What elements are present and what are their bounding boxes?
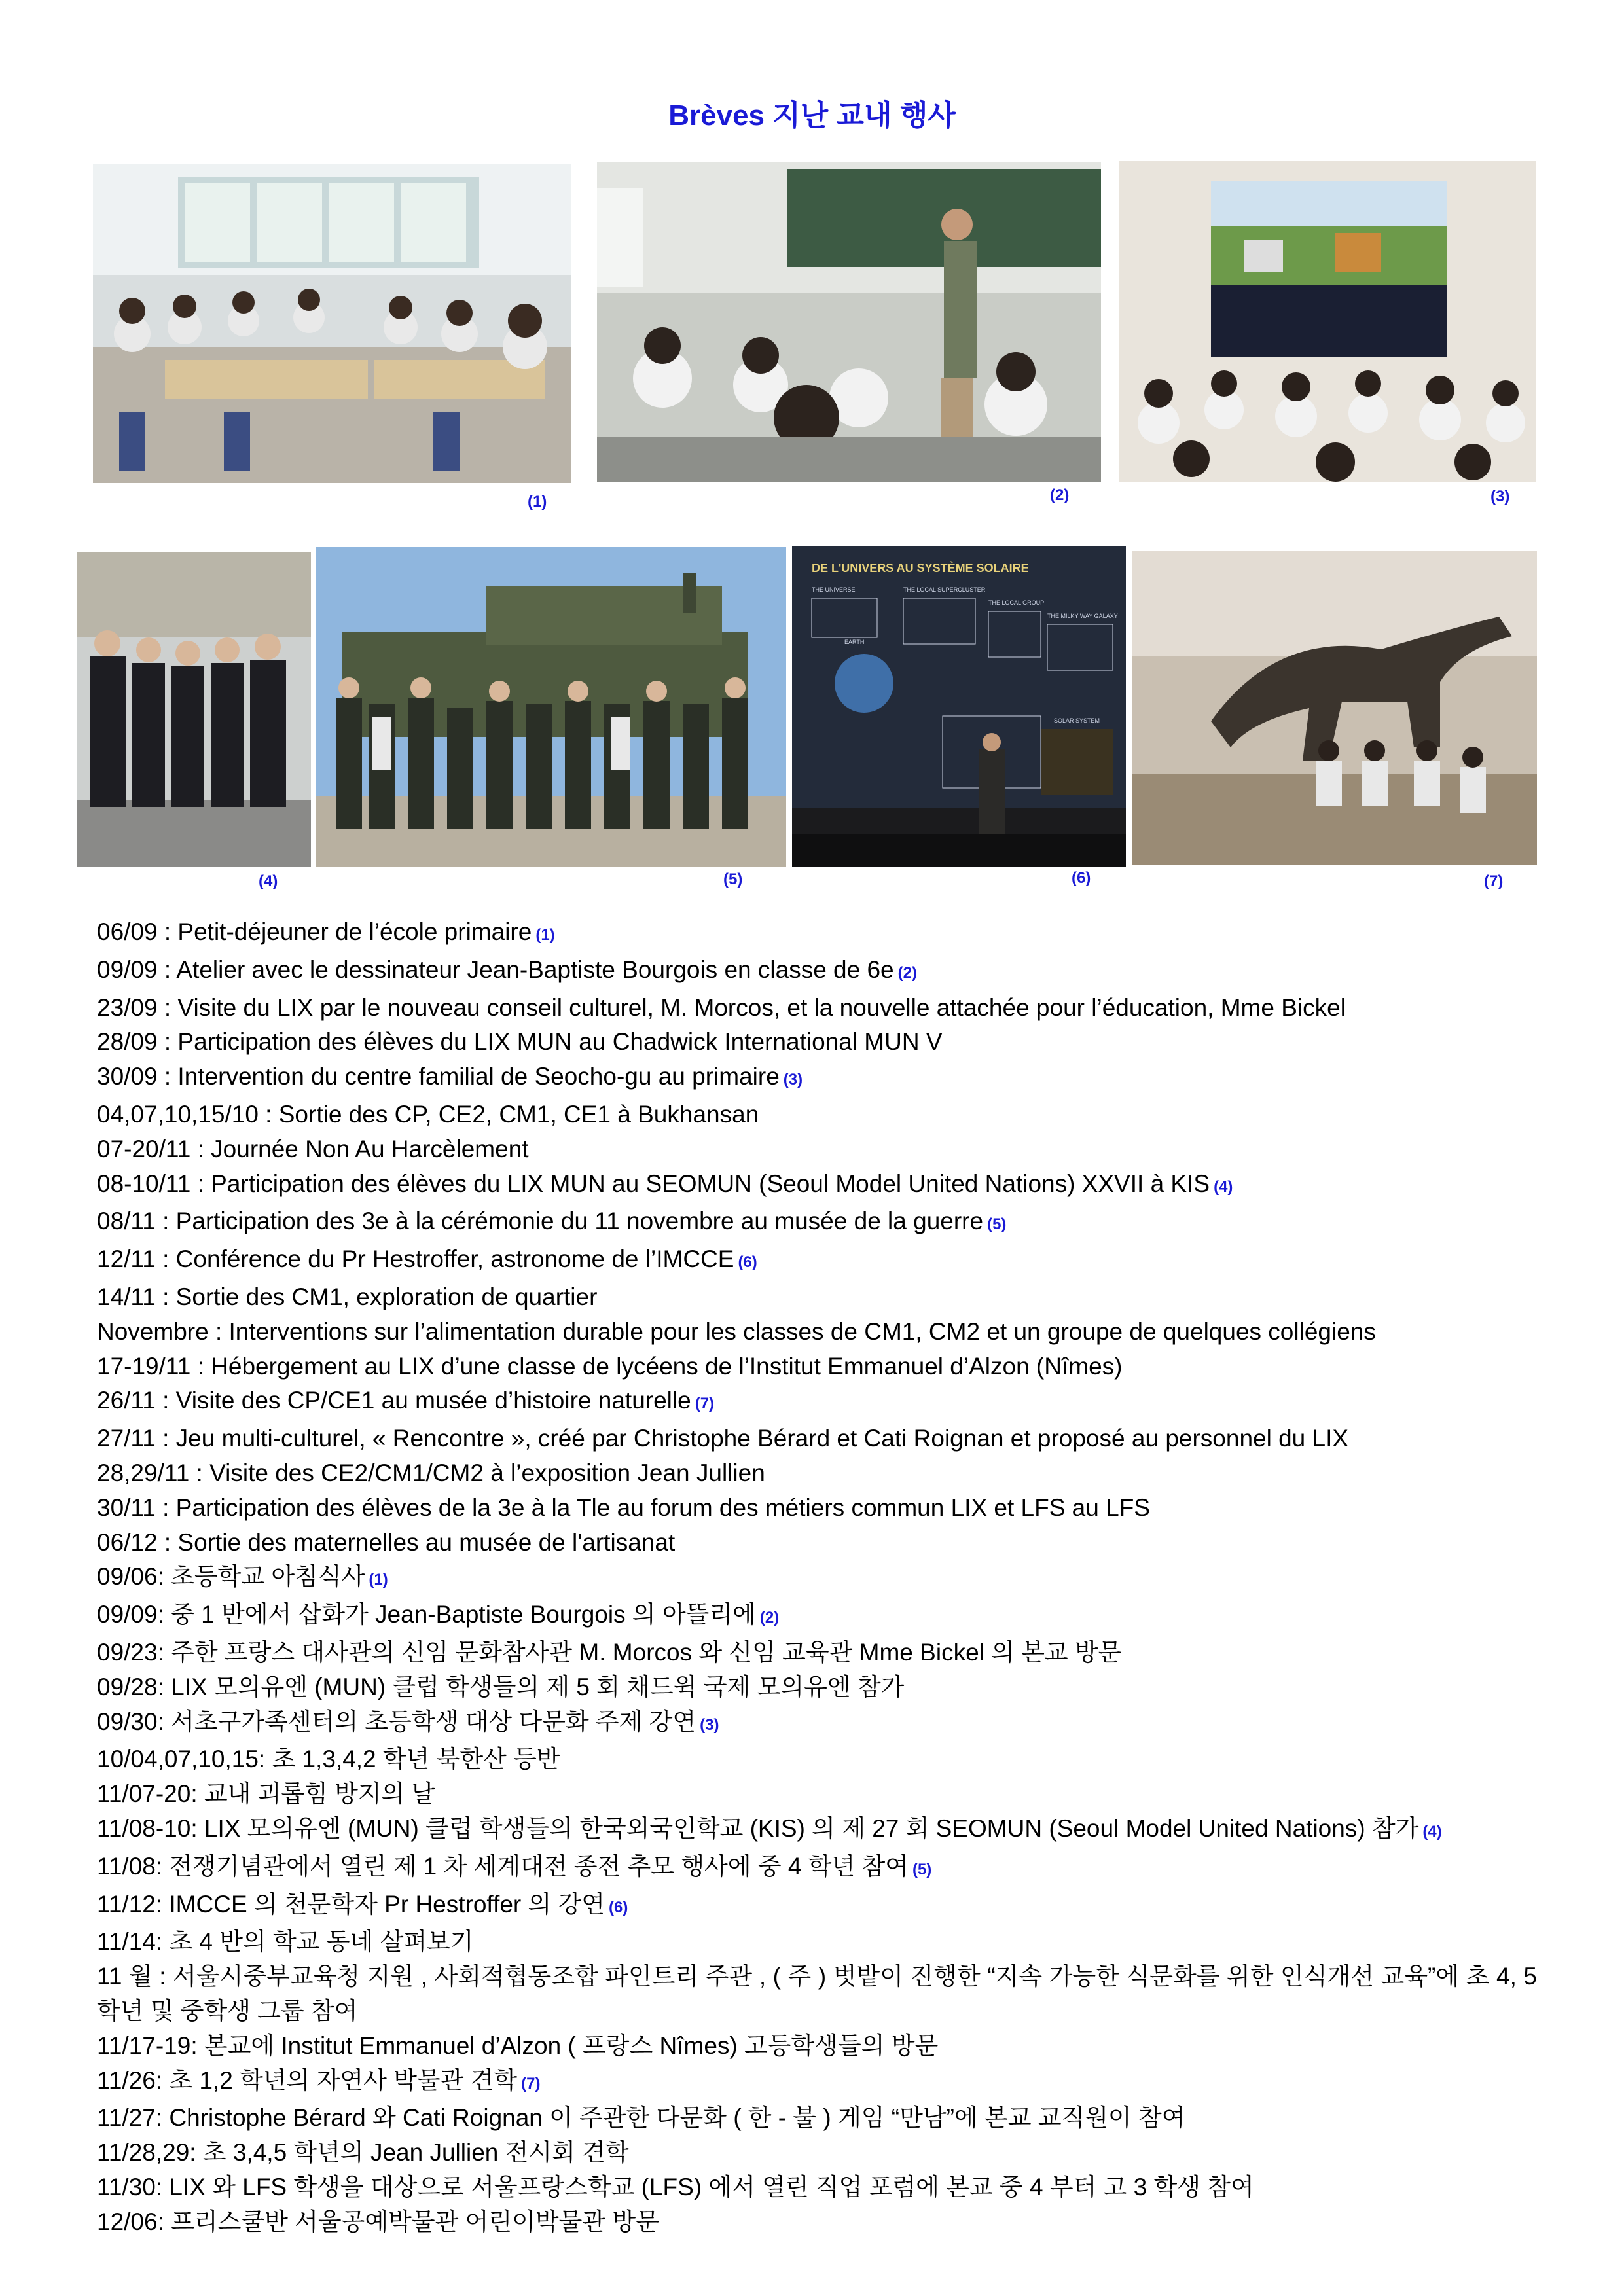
event-photo-ref: (6) bbox=[609, 1898, 628, 1916]
event-item bbox=[97, 2101, 1537, 2136]
event-item bbox=[97, 1812, 1537, 1850]
event-item bbox=[97, 1242, 1537, 1280]
event-item bbox=[97, 1167, 1537, 1205]
event-text: 12/06: 프리스쿨반 서울공예박물관 어린이박물관 방문 bbox=[97, 2208, 659, 2235]
event-text: 12/11 : Conférence du Pr Hestroffer, astronome de l’IMCCE bbox=[97, 1246, 734, 1273]
event-text: 09/09 : Atelier avec le dessinateur Jean-Baptiste Bourgois en classe de 6e bbox=[97, 956, 894, 983]
event-text: 10/04,07,10,15: 초 1,3,4,2 학년 북한산 등반 bbox=[97, 1746, 560, 1773]
event-text: 11/07-20: 교내 괴롭힘 방지의 날 bbox=[97, 1780, 435, 1808]
event-text: 27/11 : Jeu multi-culturel, « Rencontre », créé par Christophe Bérard et Cati Roignan et proposé au personnel du LIX bbox=[97, 1425, 1349, 1452]
slide-label: SOLAR SYSTEM bbox=[1054, 717, 1100, 724]
event-photo-ref: (1) bbox=[369, 1571, 388, 1589]
event-item bbox=[97, 915, 1537, 953]
photo-mun-group bbox=[77, 552, 311, 867]
event-item bbox=[97, 1456, 1537, 1491]
event-photo-ref: (5) bbox=[912, 1860, 932, 1878]
event-photo-ref: (1) bbox=[535, 926, 555, 944]
photo-natural-history bbox=[1132, 551, 1537, 865]
event-item bbox=[97, 1280, 1537, 1315]
event-item bbox=[97, 1742, 1537, 1777]
event-text: 11/08-10: LIX 모의유엔 (MUN) 클럽 학생들의 한국외국인학교 (KIS) 의 제 27 회 SEOMUN (Seoul Model United Nations) 참가 bbox=[97, 1814, 1419, 1842]
slide-label: THE LOCAL GROUP bbox=[988, 600, 1045, 606]
event-text: 23/09 : Visite du LIX par le nouveau conseil culturel, M. Morcos, et la nouvelle attachée pour l’éducation, Mme Bickel bbox=[97, 994, 1346, 1021]
event-text: 28/09 : Participation des élèves du LIX MUN au Chadwick International MUN V bbox=[97, 1028, 943, 1056]
event-text: 11/28,29: 초 3,4,5 학년의 Jean Jullien 전시회 견학 bbox=[97, 2139, 629, 2166]
event-text: 11/26: 초 1,2 학년의 자연사 박물관 견학 bbox=[97, 2066, 518, 2094]
photo-breakfast bbox=[93, 164, 571, 483]
event-item bbox=[97, 2205, 1537, 2240]
event-item bbox=[97, 1132, 1537, 1167]
event-text: 11/08: 전쟁기념관에서 열린 제 1 차 세계대전 종전 추모 행사에 중 4 학년 참여 bbox=[97, 1852, 909, 1880]
event-text: 11/14: 초 4 반의 학교 동네 살펴보기 bbox=[97, 1928, 474, 1956]
event-item bbox=[97, 2064, 1537, 2102]
event-item bbox=[97, 1315, 1537, 1350]
event-text: Novembre : Interventions sur l’alimentation durable pour les classes de CM1, CM2 et un groupe de quelques collégiens bbox=[97, 1318, 1376, 1345]
slide-label: THE LOCAL SUPERCLUSTER bbox=[903, 586, 986, 593]
event-text: 06/12 : Sortie des maternelles au musée de l'artisanat bbox=[97, 1528, 676, 1556]
event-text: 06/09 : Petit-déjeuner de l’école primaire bbox=[97, 918, 532, 945]
event-item bbox=[97, 2029, 1537, 2064]
photo-caption: (2) bbox=[1050, 486, 1070, 504]
event-photo-ref: (7) bbox=[521, 2074, 541, 2092]
event-item bbox=[97, 1422, 1537, 1456]
event-photo-ref: (3) bbox=[783, 1071, 803, 1089]
event-photo-ref: (6) bbox=[738, 1253, 757, 1272]
event-text: 07-20/11 : Journée Non Au Harcèlement bbox=[97, 1135, 529, 1162]
event-item bbox=[97, 1025, 1537, 1060]
event-item bbox=[97, 1888, 1537, 1926]
event-text: 09/06: 초등학교 아침식사 bbox=[97, 1563, 365, 1590]
event-text: 30/11 : Participation des élèves de la 3e à la Tle au forum des métiers commun LIX et LFS au LFS bbox=[97, 1494, 1150, 1521]
event-text: 28,29/11 : Visite des CE2/CM1/CM2 à l’exposition Jean Jullien bbox=[97, 1459, 765, 1486]
photo-puppet-show bbox=[1119, 161, 1536, 482]
event-photo-ref: (4) bbox=[1214, 1177, 1233, 1196]
event-text: 11 월 : 서울시중부교육청 지원 , 사회적협동조합 파인트리 주관 , ( 주 ) 벗밭이 진행한 “지속 가능한 식문화를 위한 인식개선 교육”에 초 4, 5 학년 및 중학생 그룹 참여 bbox=[97, 1963, 1537, 2024]
photo-caption: (6) bbox=[1072, 869, 1091, 887]
slide-heading: DE L'UNIVERS AU SYSTÈME SOLAIRE bbox=[812, 562, 1029, 575]
slide-label: EARTH bbox=[844, 639, 865, 645]
event-item bbox=[97, 1925, 1537, 1960]
event-item bbox=[97, 1850, 1537, 1888]
event-text: 11/17-19: 본교에 Institut Emmanuel d’Alzon ( 프랑스 Nîmes) 고등학생들의 방문 bbox=[97, 2032, 939, 2059]
photo-caption: (7) bbox=[1484, 872, 1504, 890]
event-item bbox=[97, 1670, 1537, 1705]
photo-caption: (4) bbox=[259, 872, 278, 890]
event-item bbox=[97, 1060, 1537, 1098]
event-photo-ref: (4) bbox=[1422, 1822, 1442, 1840]
event-item bbox=[97, 1560, 1537, 1598]
event-photo-ref: (7) bbox=[695, 1395, 715, 1413]
event-item bbox=[97, 1098, 1537, 1132]
event-text: 09/09: 중 1 반에서 삽화가 Jean-Baptiste Bourgois 의 아뜰리에 bbox=[97, 1601, 756, 1628]
slide-label: THE UNIVERSE bbox=[812, 586, 856, 593]
photo-drawing-workshop bbox=[597, 162, 1101, 482]
photo-war-museum bbox=[316, 547, 786, 867]
event-photo-ref: (2) bbox=[897, 963, 917, 982]
event-item bbox=[97, 1598, 1537, 1636]
event-item bbox=[97, 1636, 1537, 1670]
event-item bbox=[97, 1526, 1537, 1560]
photo-caption: (1) bbox=[528, 493, 547, 511]
event-item bbox=[97, 991, 1537, 1026]
event-photo-ref: (3) bbox=[700, 1715, 719, 1734]
event-photo-ref: (2) bbox=[759, 1609, 780, 1627]
event-item bbox=[97, 2170, 1537, 2205]
event-text: 14/11 : Sortie des CM1, exploration de quartier bbox=[97, 1283, 598, 1310]
event-text: 11/30: LIX 와 LFS 학생을 대상으로 서울프랑스학교 (LFS) 에서 열린 직업 포럼에 본교 중 4 부터 고 3 학생 참여 bbox=[97, 2173, 1254, 2200]
event-item bbox=[97, 953, 1537, 991]
event-text: 17-19/11 : Hébergement au LIX d’une classe de lycéens de l’Institut Emmanuel d’Alzon (Nîmes) bbox=[97, 1352, 1123, 1380]
event-text: 09/28: LIX 모의유엔 (MUN) 클럽 학생들의 제 5 회 채드윅 국제 모의유엔 참가 bbox=[97, 1673, 905, 1700]
event-text: 11/27: Christophe Bérard 와 Cati Roignan 이 주관한 다문화 ( 한 - 불 ) 게임 “만남”에 본교 교직원이 참여 bbox=[97, 2104, 1185, 2132]
event-photo-ref: (5) bbox=[987, 1215, 1007, 1234]
event-text: 30/09 : Intervention du centre familial de Seocho-gu au primaire bbox=[97, 1063, 780, 1090]
event-text: 09/30: 서초구가족센터의 초등학생 대상 다문화 주제 강연 bbox=[97, 1708, 696, 1735]
event-item bbox=[97, 1960, 1537, 2029]
event-item bbox=[97, 1350, 1537, 1384]
slide-label: THE MILKY WAY GALAXY bbox=[1047, 613, 1118, 619]
event-item bbox=[97, 1777, 1537, 1812]
photo-astronomy-conference bbox=[792, 546, 1126, 867]
event-item bbox=[97, 1204, 1537, 1242]
event-item bbox=[97, 1384, 1537, 1422]
photo-caption: (5) bbox=[723, 870, 743, 888]
event-item bbox=[97, 1491, 1537, 1526]
event-text: 08/11 : Participation des 3e à la cérémonie du 11 novembre au musée de la guerre bbox=[97, 1208, 984, 1235]
event-text: 09/23: 주한 프랑스 대사관의 신임 문화참사관 M. Morcos 와 신임 교육관 Mme Bickel 의 본교 방문 bbox=[97, 1638, 1122, 1666]
event-item bbox=[97, 1705, 1537, 1743]
event-text: 11/12: IMCCE 의 천문학자 Pr Hestroffer 의 강연 bbox=[97, 1890, 605, 1918]
event-text: 04,07,10,15/10 : Sortie des CP, CE2, CM1, CE1 à Bukhansan bbox=[97, 1100, 759, 1128]
page-title: Brèves 지난 교내 행사 bbox=[668, 99, 956, 132]
event-list bbox=[97, 915, 1537, 2239]
event-text: 08-10/11 : Participation des élèves du LIX MUN au SEOMUN (Seoul Model United Nations) XXVII à KIS bbox=[97, 1170, 1210, 1197]
photo-caption: (3) bbox=[1490, 488, 1510, 505]
event-text: 26/11 : Visite des CP/CE1 au musée d’histoire naturelle bbox=[97, 1387, 691, 1414]
event-item bbox=[97, 2136, 1537, 2170]
